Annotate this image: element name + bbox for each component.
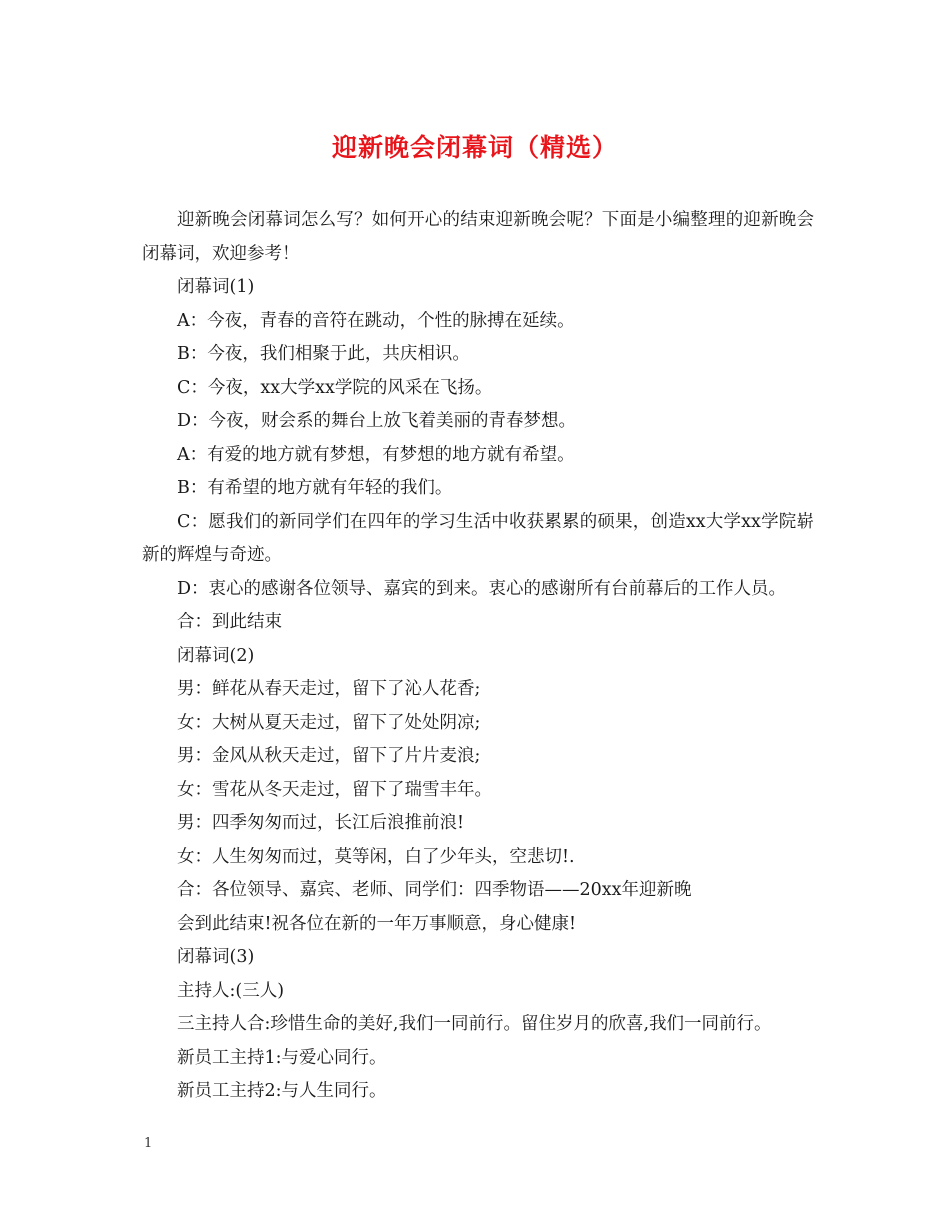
paragraph: A：今夜，青春的音符在跳动，个性的脉搏在延续。 <box>177 310 575 331</box>
paragraph: A：有爱的地方就有梦想，有梦想的地方就有希望。 <box>177 444 575 465</box>
paragraph: C：今夜，xx大学xx学院的风采在飞扬。 <box>177 377 493 398</box>
paragraph: 主持人:(三人) <box>177 980 285 1001</box>
document-title: 迎新晚会闭幕词（精选） <box>331 133 618 162</box>
section-heading: 闭幕词(3) <box>177 947 255 967</box>
paragraph: 男：四季匆匆而过，长江后浪推前浪! <box>177 813 465 833</box>
paragraph: 三主持人合:珍惜生命的美好,我们一同前行。留住岁月的欣喜,我们一同前行。 <box>177 1014 772 1034</box>
paragraph: C：愿我们的新同学们在四年的学习生活中收获累累的硕果，创造xx大学xx学院崭新的辉煌与奇迹。 <box>142 511 814 565</box>
paragraph: 女：雪花从冬天走过，留下了瑞雪丰年。 <box>177 779 492 800</box>
paragraph: 会到此结束!祝各位在新的一年万事顺意，身心健康! <box>177 913 577 934</box>
paragraph: D：衷心的感谢各位领导、嘉宾的到来。衷心的感谢所有台前幕后的工作人员。 <box>177 578 787 599</box>
paragraph: 新员工主持1:与爱心同行。 <box>177 1047 387 1068</box>
paragraph: 女：大树从夏天走过，留下了处处阴凉; <box>177 712 481 733</box>
section-heading: 闭幕词(2) <box>177 645 255 666</box>
paragraph: 合：各位领导、嘉宾、老师、同学们：四季物语——20xx年迎新晚 <box>177 880 692 900</box>
paragraph: 新员工主持2:与人生同行。 <box>177 1081 387 1101</box>
paragraph: 男：金风从秋天走过，留下了片片麦浪; <box>177 746 481 766</box>
section-heading: 闭幕词(1) <box>177 277 255 297</box>
paragraph: 迎新晚会闭幕词怎么写？如何开心的结束迎新晚会呢？下面是小编整理的迎新晚会闭幕词，欢迎参考！ <box>142 210 814 264</box>
paragraph: D：今夜，财会系的舞台上放飞着美丽的青春梦想。 <box>177 411 577 431</box>
paragraph: B：今夜，我们相聚于此，共庆相识。 <box>177 344 470 364</box>
paragraph: 合：到此结束 <box>177 612 282 632</box>
paragraph: 男：鲜花从春天走过，留下了沁人花香; <box>177 679 481 699</box>
page-number: 1 <box>144 1136 153 1151</box>
paragraph: 女：人生匆匆而过，莫等闲，白了少年头，空悲切!. <box>177 846 575 867</box>
paragraph: B：有希望的地方就有年轻的我们。 <box>177 478 453 498</box>
document-body <box>142 204 814 1109</box>
